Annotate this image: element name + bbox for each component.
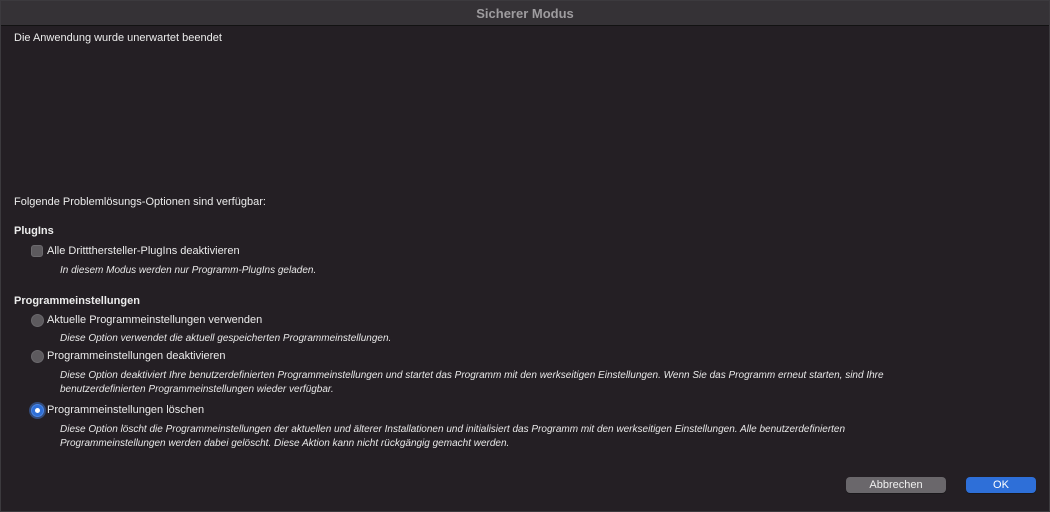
disable-settings-label[interactable]: Programmeinstellungen deaktivieren xyxy=(47,350,226,362)
window-title: Sicherer Modus xyxy=(476,5,574,21)
disable-settings-description-line1: Diese Option deaktiviert Ihre benutzerdefinierten Programmeinstellungen und startet das Programm mit den werkseitigen Einstellungen. Wenn Sie das Programm erneut starten, sind Ihre xyxy=(60,370,884,381)
window-titlebar[interactable] xyxy=(1,1,1049,26)
options-heading: Folgende Problemlösungs-Optionen sind verfügbar: xyxy=(14,196,266,208)
disable-plugins-checkbox[interactable] xyxy=(31,245,43,257)
ok-button[interactable]: OK xyxy=(966,477,1036,493)
use-current-settings-radio[interactable] xyxy=(31,314,44,327)
use-current-settings-description: Diese Option verwendet die aktuell gespeicherten Programmeinstellungen. xyxy=(60,333,392,344)
delete-settings-description-line2: Programmeinstellungen werden dabei gelöscht. Diese Aktion kann nicht rückgängig gemacht werden. xyxy=(60,438,510,449)
disable-settings-description-line2: benutzerdefinierten Programmeinstellungen wieder verfügbar. xyxy=(60,384,334,395)
use-current-settings-label[interactable]: Aktuelle Programmeinstellungen verwenden xyxy=(47,314,263,326)
delete-settings-label[interactable]: Programmeinstellungen löschen xyxy=(47,404,205,416)
delete-settings-description-line1: Diese Option löscht die Programmeinstellungen der aktuellen und älterer Installationen und initialisiert das Programm mit den werkseitigen Einstellungen. Alle benutzerdefinierten xyxy=(60,424,846,435)
plugins-description: In diesem Modus werden nur Programm-PlugIns geladen. xyxy=(60,265,317,276)
plugins-heading: PlugIns xyxy=(14,225,54,237)
cancel-button[interactable]: Abbrechen xyxy=(846,477,946,493)
intro-text: Die Anwendung wurde unerwartet beendet xyxy=(14,32,222,44)
disable-settings-radio[interactable] xyxy=(31,350,44,363)
disable-plugins-label[interactable]: Alle Drittthersteller-PlugIns deaktivieren xyxy=(47,245,240,257)
settings-heading: Programmeinstellungen xyxy=(14,295,140,307)
delete-settings-radio[interactable] xyxy=(31,404,44,417)
